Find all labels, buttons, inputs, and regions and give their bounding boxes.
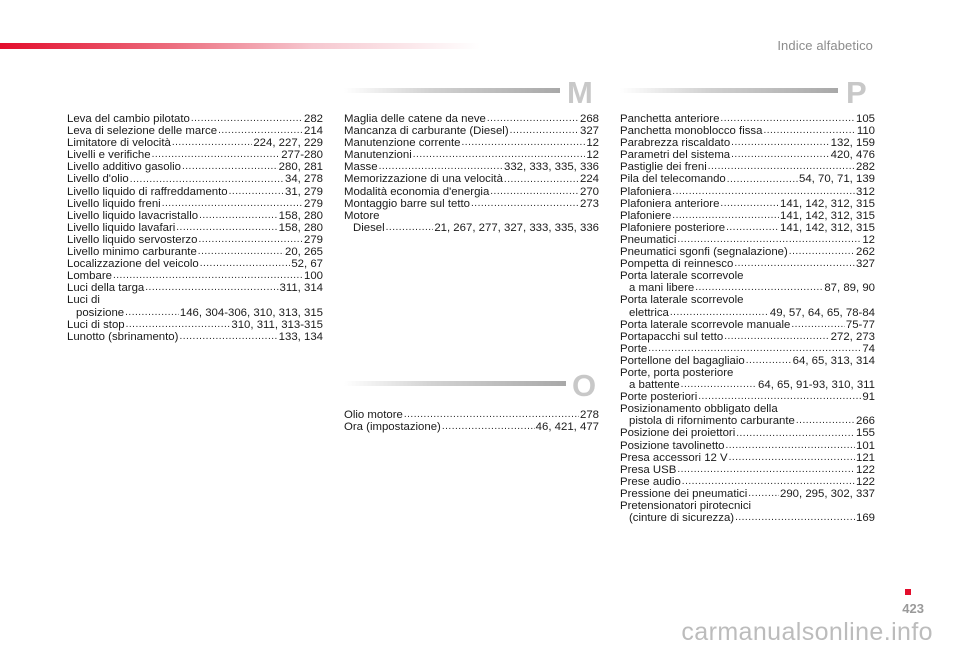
- index-entry-label: Parabrezza riscaldato: [620, 137, 731, 150]
- dot-leader: [789, 248, 855, 256]
- index-entry-pages: 54, 70, 71, 139: [798, 173, 875, 186]
- index-entry-pages: 290, 295, 302, 337: [779, 487, 875, 500]
- index-entry-label: Plafoniera anteriore: [620, 197, 720, 210]
- index-entry-label: Presa USB: [620, 463, 677, 476]
- index-entry-pages: 64, 65, 91-93, 310, 311: [758, 379, 875, 392]
- index-entry-label: Panchetta monoblocco fissa: [620, 125, 763, 138]
- index-entry-label: Lunotto (sbrinamento): [67, 330, 179, 343]
- index-entry-label: (cinture di sicurezza): [629, 512, 735, 525]
- index-entry-pages: 270: [579, 185, 599, 198]
- index-entry-label: Montaggio barre sul tetto: [344, 197, 471, 210]
- index-entry-pages: 146, 304-306, 310, 313, 315: [179, 306, 323, 319]
- index-entry-label: Modalità economia d'energia: [344, 185, 490, 198]
- index-entry: [620, 391, 875, 403]
- index-entry-pages: 74: [862, 342, 875, 355]
- index-entry-pages: 12: [586, 137, 599, 150]
- index-entry: [344, 161, 599, 173]
- index-column-l: [67, 113, 323, 343]
- dot-leader: [746, 357, 792, 365]
- index-entry: [344, 149, 599, 161]
- index-entry: [67, 270, 323, 282]
- index-entry-label: Leva di selezione delle marce: [67, 125, 218, 138]
- dot-leader: [729, 454, 855, 462]
- index-entry: [344, 113, 599, 125]
- index-entry: [620, 355, 875, 367]
- index-entry: [67, 258, 323, 270]
- dot-leader: [725, 442, 855, 450]
- index-entry: [67, 331, 323, 343]
- dot-leader: [510, 127, 579, 135]
- index-entry-pages: 101: [855, 439, 875, 452]
- index-entry: [620, 307, 875, 319]
- header-accent-bar: [0, 43, 480, 49]
- index-entry-pages: 278: [579, 409, 599, 421]
- dot-leader: [672, 188, 855, 196]
- dot-leader: [698, 393, 861, 401]
- index-entry: [67, 282, 323, 294]
- index-entry: [67, 234, 323, 246]
- index-entry-pages: 110: [856, 125, 875, 138]
- dot-leader: [229, 188, 284, 196]
- index-entry: [620, 464, 875, 476]
- index-entry-pages: 327: [579, 125, 599, 138]
- index-entry: [620, 331, 875, 343]
- index-entry-label: Manutenzioni: [344, 149, 412, 162]
- dot-leader: [731, 139, 829, 147]
- dot-leader: [720, 115, 855, 123]
- dot-leader: [152, 151, 281, 159]
- index-entry-label: Posizione tavolinetto: [620, 439, 725, 452]
- dot-leader: [125, 309, 179, 317]
- index-entry-pages: 20, 265: [284, 246, 323, 259]
- dot-leader: [677, 236, 861, 244]
- index-entry-label: Plafoniere posteriore: [620, 221, 726, 234]
- index-entry: [67, 125, 323, 137]
- index-entry: [67, 319, 323, 331]
- dot-leader: [748, 490, 779, 498]
- index-entry-label: Masse: [344, 161, 378, 174]
- index-entry-label: Livello liquido di raffreddamento: [67, 185, 228, 198]
- section-letter-p: P: [846, 75, 867, 110]
- dot-leader: [200, 260, 291, 268]
- dot-leader: [172, 139, 252, 147]
- index-entry-label: Lombare: [67, 270, 112, 283]
- index-entry-label: posizione: [76, 306, 125, 319]
- index-entry: [67, 173, 323, 185]
- index-entry-label: a mani libere: [629, 282, 695, 295]
- dot-leader: [677, 466, 855, 474]
- dot-leader: [413, 151, 586, 159]
- index-entry-label: Livello liquido lavafari: [67, 221, 176, 234]
- index-entry-pages: 100: [303, 270, 323, 283]
- index-entry: [620, 415, 875, 427]
- index-entry: [344, 409, 599, 421]
- index-entry-label: Plafoniera: [620, 185, 672, 198]
- index-entry-pages: 121: [855, 451, 875, 464]
- dot-leader: [145, 284, 278, 292]
- dot-leader: [763, 127, 855, 135]
- index-entry-pages: 279: [303, 197, 323, 210]
- section-letter-o: O: [572, 368, 597, 403]
- index-entry-pages: 224: [579, 173, 599, 186]
- index-entry: [620, 319, 875, 331]
- index-entry-pages: 280, 281: [278, 161, 323, 174]
- dot-leader: [218, 127, 303, 135]
- index-entry-pages: 311, 314: [279, 282, 323, 295]
- index-entry-pages: 277-280: [281, 149, 323, 162]
- index-entry: [620, 210, 875, 222]
- dot-leader: [113, 272, 303, 280]
- index-entry-pages: 64, 65, 313, 314: [792, 354, 875, 367]
- index-entry: [344, 186, 599, 198]
- index-entry-label: Pompetta di reinnesco: [620, 258, 734, 271]
- index-entry: [67, 198, 323, 210]
- dot-leader: [791, 321, 845, 329]
- index-entry: [67, 246, 323, 258]
- dot-leader: [731, 151, 830, 159]
- index-entry: [67, 186, 323, 198]
- index-entry-label: Limitatore di velocità: [67, 137, 171, 150]
- index-entry-label: Porte: [620, 342, 648, 355]
- section-m-divider: [344, 88, 560, 93]
- index-entry: [620, 452, 875, 464]
- index-entry-heading: Porta laterale scorrevole: [620, 270, 744, 283]
- index-entry-label: Livello liquido lavacristallo: [67, 209, 199, 222]
- index-entry-pages: 312: [855, 185, 875, 198]
- dot-leader: [720, 200, 779, 208]
- index-entry-pages: 279: [303, 233, 323, 246]
- index-entry-pages: 169: [855, 512, 875, 525]
- index-entry-pages: 21, 267, 277, 327, 333, 335, 336: [434, 221, 599, 234]
- dot-leader: [681, 381, 757, 389]
- index-entry-label: Portapacchi sul tetto: [620, 330, 724, 343]
- index-entry-pages: 12: [862, 233, 875, 246]
- index-entry-label: pistola di rifornimento carburante: [629, 415, 795, 428]
- page-number: 423: [902, 601, 924, 616]
- dot-leader: [708, 163, 855, 171]
- index-entry-label: Diesel: [353, 221, 385, 234]
- index-entry-label: Posizione dei proiettori: [620, 427, 736, 440]
- index-entry-pages: 12: [586, 149, 599, 162]
- index-entry-pages: 132, 159: [830, 137, 875, 150]
- index-entry-pages: 332, 333, 335, 336: [503, 161, 599, 174]
- index-entry: [620, 186, 875, 198]
- index-entry-pages: 327: [855, 258, 875, 271]
- index-entry-pages: 52, 67: [291, 258, 323, 271]
- index-entry: [620, 282, 875, 294]
- dot-leader: [386, 224, 434, 232]
- dot-leader: [182, 163, 278, 171]
- index-entry: [620, 222, 875, 234]
- index-entry-label: Memorizzazione di una velocità: [344, 173, 503, 186]
- dot-leader: [734, 260, 855, 268]
- index-entry-label: Pila del telecomando: [620, 173, 726, 186]
- index-entry-pages: 122: [855, 463, 875, 476]
- index-entry: [344, 421, 599, 433]
- index-entry-pages: 158, 280: [278, 221, 323, 234]
- dot-leader: [726, 224, 779, 232]
- watermark: carmanualsonline.info: [681, 618, 933, 646]
- index-entry-heading: Motore: [344, 209, 380, 222]
- index-entry: [620, 440, 875, 452]
- index-entry-pages: 262: [855, 246, 875, 259]
- dot-leader: [796, 417, 855, 425]
- dot-leader: [191, 115, 303, 123]
- index-entry-pages: 133, 134: [278, 330, 323, 343]
- index-entry-label: Portellone del bagagliaio: [620, 354, 745, 367]
- index-entry-pages: 141, 142, 312, 315: [779, 197, 875, 210]
- index-entry: [344, 222, 599, 234]
- index-entry-pages: 46, 421, 477: [535, 421, 599, 434]
- dot-leader: [682, 478, 855, 486]
- dot-leader: [471, 200, 579, 208]
- index-entry-heading: Porta laterale scorrevole: [620, 294, 744, 307]
- dot-leader: [379, 163, 503, 171]
- index-entry: [344, 137, 599, 149]
- index-entry-pages: 49, 57, 64, 65, 78-84: [769, 306, 875, 319]
- index-entry-label: Porte posteriori: [620, 391, 698, 404]
- index-entry-label: Livelli e verifiche: [67, 149, 151, 162]
- dot-leader: [736, 430, 855, 438]
- index-entry-label: Livello d'olio: [67, 173, 129, 186]
- index-entry: [620, 149, 875, 161]
- index-entry: [344, 125, 599, 137]
- index-entry: [344, 198, 599, 210]
- index-entry: [620, 476, 875, 488]
- index-entry-label: Livello additivo gasolio: [67, 161, 181, 174]
- index-entry-label: Pneumatici: [620, 233, 677, 246]
- dot-leader: [179, 333, 277, 341]
- index-entry-heading: Porte, porta posteriore: [620, 366, 734, 379]
- dot-leader: [672, 212, 779, 220]
- index-entry: [67, 210, 323, 222]
- index-entry-pages: 155: [855, 427, 875, 440]
- dot-leader: [162, 200, 303, 208]
- index-entry-label: Manutenzione corrente: [344, 137, 461, 150]
- index-entry-pages: 266: [855, 415, 875, 428]
- index-entry: [620, 234, 875, 246]
- dot-leader: [490, 188, 579, 196]
- index-entry-pages: 105: [855, 113, 875, 125]
- index-entry-label: a battente: [629, 379, 680, 392]
- index-entry: [620, 246, 875, 258]
- section-letter-m: M: [567, 75, 593, 110]
- index-entry: [620, 512, 875, 524]
- index-entry-heading: Posizionamento obbligato della: [620, 403, 778, 416]
- dot-leader: [670, 309, 769, 317]
- index-entry-label: Parametri del sistema: [620, 149, 731, 162]
- index-entry: [67, 161, 323, 173]
- dot-leader: [735, 514, 855, 522]
- index-entry-label: elettrica: [629, 306, 669, 319]
- dot-leader: [442, 423, 535, 431]
- dot-leader: [199, 212, 278, 220]
- index-entry-pages: 141, 142, 312, 315: [779, 209, 875, 222]
- index-entry-label: Livello liquido servosterzo: [67, 233, 198, 246]
- section-o-divider: [344, 381, 566, 386]
- index-entry: [620, 113, 875, 125]
- dot-leader: [695, 284, 823, 292]
- index-entry-label: Livello liquido freni: [67, 197, 161, 210]
- index-entry: [620, 258, 875, 270]
- index-entry-label: Mancanza di carburante (Diesel): [344, 125, 509, 138]
- index-entry-label: Presa accessori 12 V: [620, 451, 728, 464]
- index-entry: [344, 173, 599, 185]
- index-entry-pages: 224, 227, 229: [253, 137, 323, 150]
- index-entry: [67, 137, 323, 149]
- dot-leader: [724, 333, 829, 341]
- dot-leader: [487, 115, 579, 123]
- index-entry-label: Plafoniere: [620, 209, 672, 222]
- index-entry-pages: 272, 273: [830, 330, 875, 343]
- index-entry: [67, 149, 323, 161]
- dot-leader: [404, 411, 579, 419]
- index-entry: [67, 113, 323, 125]
- index-entry-label: Prese audio: [620, 475, 681, 488]
- index-entry-label: Leva del cambio pilotato: [67, 113, 190, 125]
- section-p-divider: [620, 88, 838, 93]
- page-marker: [905, 589, 911, 595]
- index-entry-pages: 87, 89, 90: [824, 282, 875, 295]
- index-entry-pages: 91: [862, 391, 875, 404]
- dot-leader: [727, 176, 798, 184]
- index-column-o: [344, 409, 599, 433]
- dot-leader: [462, 139, 586, 147]
- index-entry: [620, 137, 875, 149]
- index-column-p: [620, 113, 875, 524]
- index-entry-pages: 31, 279: [284, 185, 323, 198]
- index-entry-label: Porta laterale scorrevole manuale: [620, 318, 791, 331]
- index-entry-pages: 158, 280: [278, 209, 323, 222]
- index-entry-pages: 282: [303, 113, 323, 125]
- index-entry-pages: 214: [303, 125, 323, 138]
- index-entry-pages: 34, 278: [284, 173, 323, 186]
- index-entry: [620, 173, 875, 185]
- index-entry-label: Pastiglie dei freni: [620, 161, 707, 174]
- index-entry-label: Pneumatici sgonfi (segnalazione): [620, 246, 788, 259]
- dot-leader: [130, 176, 284, 184]
- index-entry-pages: 310, 311, 313-315: [231, 318, 323, 331]
- index-entry-label: Luci della targa: [67, 282, 145, 295]
- index-entry: [620, 488, 875, 500]
- index-entry-label: Panchetta anteriore: [620, 113, 720, 125]
- dot-leader: [648, 345, 861, 353]
- index-entry-label: Olio motore: [344, 409, 403, 421]
- index-entry: [620, 161, 875, 173]
- index-entry: [620, 427, 875, 439]
- dot-leader: [198, 248, 284, 256]
- dot-leader: [504, 176, 579, 184]
- index-column-m: [344, 113, 599, 234]
- index-entry-pages: 268: [579, 113, 599, 125]
- index-entry: [620, 343, 875, 355]
- index-entry-label: Maglia delle catene da neve: [344, 113, 486, 125]
- index-entry-label: Livello minimo carburante: [67, 246, 197, 259]
- index-entry-heading: Luci di: [67, 294, 100, 307]
- index-entry-pages: 75-77: [845, 318, 875, 331]
- index-entry: [620, 198, 875, 210]
- index-entry-label: Pressione dei pneumatici: [620, 487, 748, 500]
- dot-leader: [176, 224, 277, 232]
- index-entry-pages: 273: [579, 197, 599, 210]
- index-entry-label: Luci di stop: [67, 318, 125, 331]
- index-entry: [620, 379, 875, 391]
- index-entry: [67, 307, 323, 319]
- index-entry-pages: 122: [855, 475, 875, 488]
- index-entry-pages: 282: [855, 161, 875, 174]
- dot-leader: [198, 236, 303, 244]
- index-entry-pages: 420, 476: [830, 149, 875, 162]
- page-title: Indice alfabetico: [777, 38, 873, 53]
- index-entry-pages: 141, 142, 312, 315: [779, 221, 875, 234]
- dot-leader: [126, 321, 231, 329]
- index-entry-heading: Pretensionatori pirotecnici: [620, 500, 752, 512]
- index-entry: [67, 222, 323, 234]
- index-entry-label: Localizzazione del veicolo: [67, 258, 199, 271]
- index-entry: [620, 125, 875, 137]
- index-entry-label: Ora (impostazione): [344, 421, 441, 434]
